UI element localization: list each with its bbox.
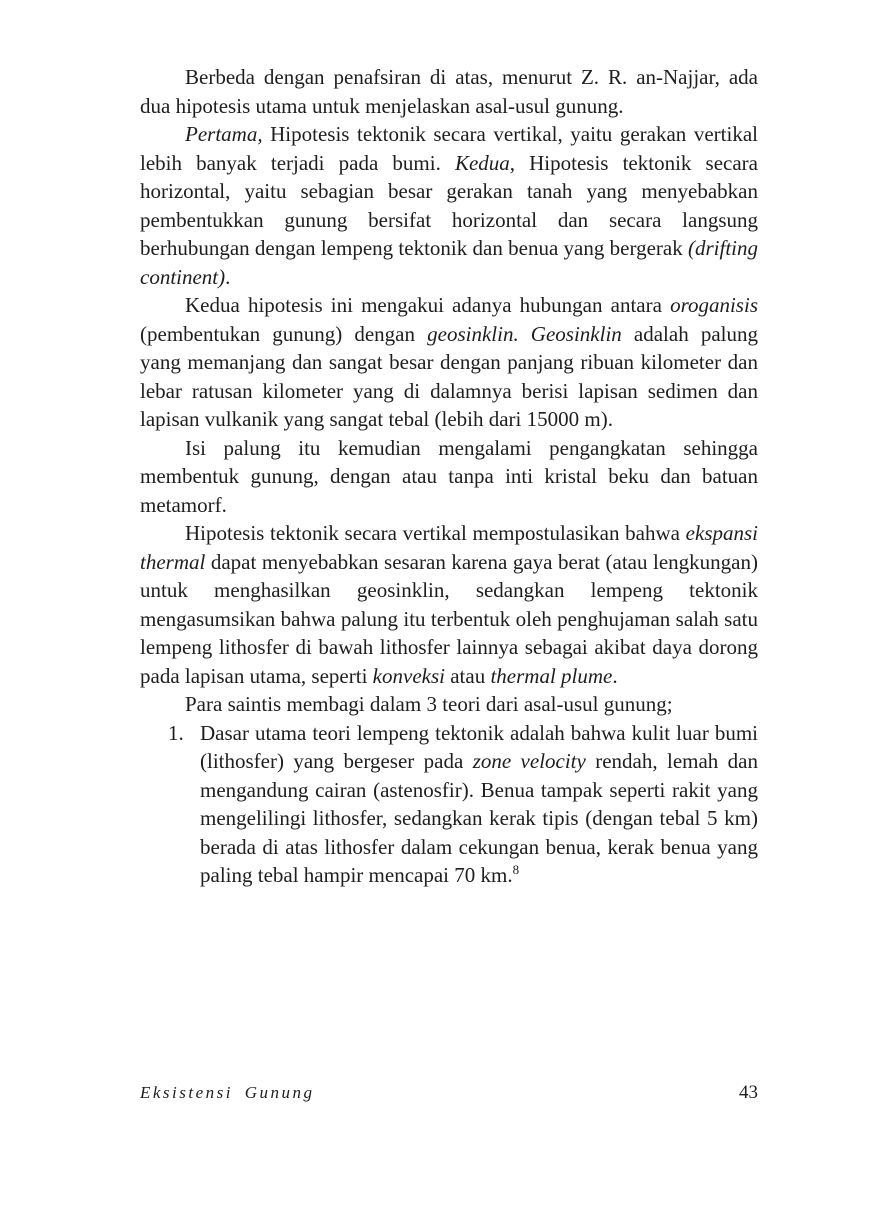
text-run: rendah, lemah dan mengandung cairan (astenosfir). Benua tampak seperti rakit yang mengelilingi lithosfer, sedangkan kerak tipis (dengan tebal 5 km) berada di atas lithosfer dalam cekungan benua, kerak benua yang paling tebal hampir mencapai 70 km. <box>200 749 758 887</box>
text-run: Kedua hipotesis ini mengakui adanya hubungan antara <box>185 293 671 317</box>
paragraph <box>140 434 758 520</box>
text-run: Hipotesis tektonik secara vertikal, yaitu gerakan vertikal lebih banyak terjadi pada bumi. <box>140 122 758 175</box>
paragraph <box>140 690 758 719</box>
paragraph <box>140 291 758 434</box>
page-number: 43 <box>739 1082 758 1103</box>
page-footer <box>140 1082 758 1104</box>
text-run: , Hipotesis tektonik secara horizontal, yaitu sebagian besar gerakan tanah yang menyebabkan pembentukkan gunung bersifat horizontal dan secara langsung berhubungan dengan lempeng tektonik dan benua yang bergerak <box>140 150 758 260</box>
text-run: thermal plume <box>490 663 613 688</box>
text-run: Dasar utama teori lempeng tektonik adalah bahwa kulit luar bumi (lithosfer) yang bergeser pada <box>200 720 758 773</box>
text-run: atau <box>444 663 491 688</box>
text-run: Isi palung itu kemudian mengalami pengangkatan sehingga membentuk gunung, dengan atau tanpa inti kristal beku dan batuan metamorf. <box>140 435 758 517</box>
text-body <box>140 63 758 890</box>
running-title: Eksistensi Gunung <box>140 1083 315 1102</box>
paragraph <box>140 120 758 291</box>
list-text <box>200 719 758 890</box>
text-run: Berbeda dengan penafsiran di atas, menurut Z. R. an-Najjar, ada dua hipotesis utama untuk menjelaskan asal-usul gunung. <box>140 65 758 118</box>
text-run: zone velocity <box>472 749 586 773</box>
text-run: geosinklin. Geosinklin <box>427 321 622 346</box>
text-run: Hipotesis tektonik secara vertikal mempostulasikan bahwa <box>185 521 686 545</box>
text-run: ekspansi thermal <box>140 521 758 574</box>
text-run: adalah palung yang memanjang dan sangat besar dengan panjang ribuan kilometer dan lebar ratusan kilometer yang di dalamnya berisi lapisan sedimen dan lapisan vulkanik yang sangat tebal (lebih dari 15000 m). <box>140 321 758 431</box>
text-run: oroganisis <box>670 293 758 317</box>
paragraph <box>140 519 758 690</box>
text-run: Pertama, <box>185 122 263 146</box>
paragraph <box>140 63 758 120</box>
text-run: Para saintis membagi dalam 3 teori dari asal-usul gunung; <box>185 692 673 716</box>
text-run: (pembentukan gunung) dengan <box>140 321 428 346</box>
text-run: . <box>225 264 231 289</box>
text-run: . <box>612 663 618 688</box>
list-marker: 1. <box>168 720 184 745</box>
text-run: (drifting continent) <box>140 236 758 289</box>
text-run: konveksi <box>372 663 445 688</box>
footnote-ref: 8 <box>512 862 520 877</box>
text-run: Kedua <box>454 150 510 175</box>
text-run: dapat menyebabkan sesaran karena gaya berat (atau lengkungan) untuk menghasilkan geosinklin, sedangkan lempeng tektonik mengasumsikan bahwa palung itu terbentuk oleh penghujaman salah satu lempeng lithosfer di bawah lithosfer lainnya sebagai akibat daya dorong pada lapisan utama, seperti <box>140 549 758 688</box>
list-item <box>140 719 758 890</box>
